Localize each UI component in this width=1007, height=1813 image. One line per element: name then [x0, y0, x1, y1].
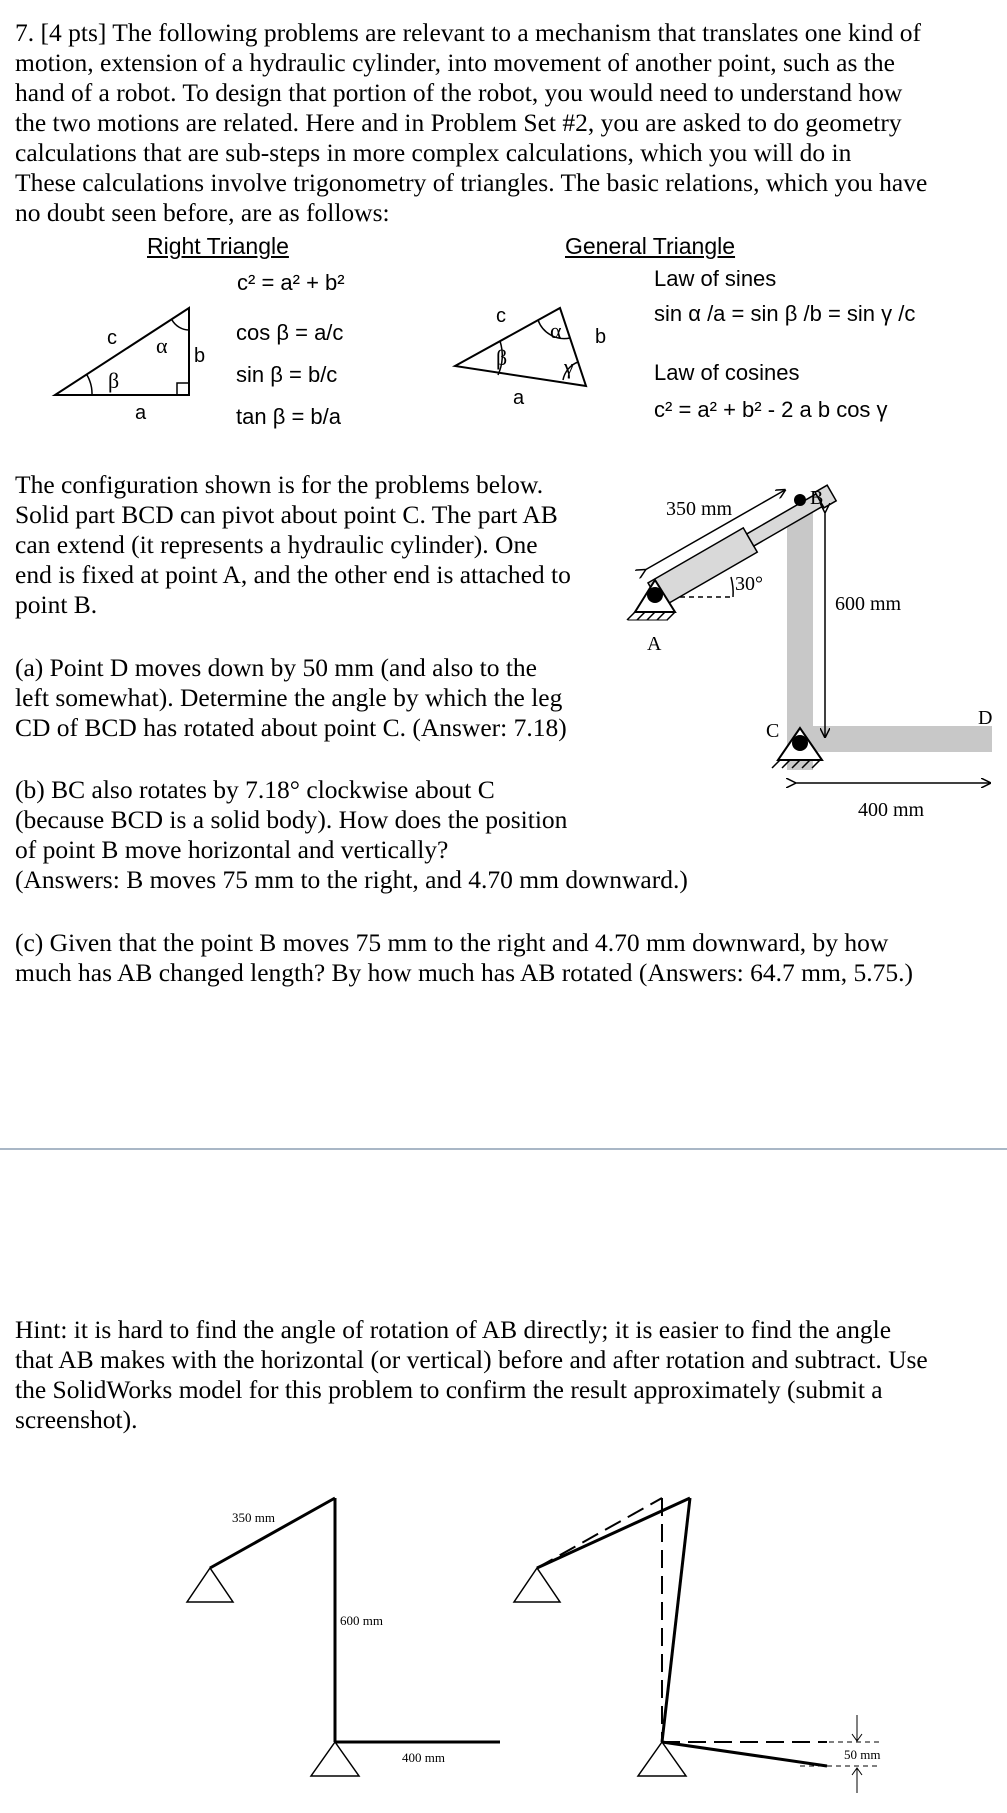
intro-line: motion, extension of a hydraulic cylinder, into movement of another point, such as the: [15, 48, 895, 77]
hint-line: Hint: it is hard to find the angle of rotation of AB directly; it is easier to find the angle: [15, 1315, 892, 1344]
tan-eq: tan β = b/a: [236, 404, 342, 429]
sketch-len-cd: 400 mm: [402, 1750, 445, 1765]
law-of-cosines-title: Law of cosines: [654, 360, 800, 385]
hint-line: the SolidWorks model for this problem to confirm the result approximately (submit a: [15, 1375, 883, 1404]
intro-paragraph: [15, 18, 927, 228]
part-b-line: (b) BC also rotates by 7.18° clockwise about C: [15, 775, 495, 804]
part-a-paragraph: [15, 653, 567, 743]
pivot-a: [647, 587, 663, 603]
law-of-sines-title: Law of sines: [654, 266, 777, 291]
hint-line: that AB makes with the horizontal (or vertical) before and after rotation and subtract. Use: [15, 1345, 928, 1374]
intro-line: no doubt seen before, are as follows:: [15, 198, 390, 227]
config-line: The configuration shown is for the problems below.: [15, 470, 544, 499]
label-c: C: [766, 720, 780, 742]
intro-line: 7. [4 pts] The following problems are relevant to a mechanism that translates one kind of: [15, 18, 921, 47]
right-label-b: b: [194, 345, 206, 367]
general-label-beta: β: [496, 345, 508, 370]
part-c-paragraph: [15, 928, 913, 988]
part-a-line: left somewhat). Determine the angle by which the leg: [15, 683, 563, 712]
label-b: B: [810, 487, 824, 509]
config-line: end is fixed at point A, and the other end is attached to: [15, 560, 571, 589]
mech-len-ab: 350 mm: [666, 498, 733, 520]
mech-len-bc: 600 mm: [835, 593, 902, 615]
config-line: can extend (it represents a hydraulic cylinder). One: [15, 530, 538, 559]
mech-angle: 30°: [735, 573, 763, 595]
intro-line: the two motions are related. Here and in Problem Set #2, you are asked to do geometry: [15, 108, 902, 137]
law-of-sines-eq: sin α /a = sin β /b = sin γ /c: [654, 301, 916, 326]
cos-eq: cos β = a/c: [236, 320, 344, 345]
general-label-alpha: α: [550, 318, 562, 343]
part-a-line: CD of BCD has rotated about point C. (Answer: 7.18): [15, 713, 567, 742]
sketch-drop: 50 mm: [844, 1747, 881, 1762]
config-line: Solid part BCD can pivot about point C. The part AB: [15, 500, 558, 529]
section-divider: [0, 1148, 1007, 1150]
pivot-c: [792, 735, 808, 751]
label-a: A: [647, 633, 662, 655]
config-paragraph: [15, 470, 571, 620]
general-label-c: c: [496, 305, 506, 327]
right-triangle-title: Right Triangle: [147, 233, 289, 259]
sin-eq: sin β = b/c: [236, 362, 338, 387]
right-label-a: a: [135, 402, 147, 424]
sketch-len-ab: 350 mm: [232, 1510, 275, 1525]
general-triangle-title: General Triangle: [565, 233, 736, 259]
config-line: point B.: [15, 590, 98, 619]
part-b-line: (Answers: B moves 75 mm to the right, and 4.70 mm downward.): [15, 865, 688, 894]
label-d: D: [978, 707, 993, 729]
right-label-c: c: [107, 327, 117, 349]
right-label-alpha: α: [156, 333, 168, 358]
general-label-b: b: [595, 326, 607, 348]
pythagoras-eq: c² = a² + b²: [237, 270, 345, 295]
part-c-line: much has AB changed length? By how much has AB rotated (Answers: 64.7 mm, 5.75.): [15, 958, 914, 987]
part-b-line: of point B move horizontal and vertically?: [15, 835, 449, 864]
part-b-paragraph: [15, 775, 688, 895]
rotation-sketches: [150, 1480, 910, 1813]
sketch-len-bc: 600 mm: [340, 1613, 383, 1628]
general-label-a: a: [513, 387, 525, 409]
right-label-beta: β: [108, 368, 120, 393]
right-triangle-figure: [50, 298, 220, 428]
law-of-cosines-eq: c² = a² + b² - 2 a b cos γ: [654, 397, 888, 422]
hint-paragraph: [15, 1315, 928, 1435]
leg-cd: [800, 726, 992, 752]
pivot-b: [794, 494, 806, 506]
sketch-rotated: [514, 1498, 880, 1793]
part-b-line: (because BCD is a solid body). How does the position: [15, 805, 568, 834]
intro-line: hand of a robot. To design that portion of the robot, you would need to understand how: [15, 78, 903, 107]
part-c-line: (c) Given that the point B moves 75 mm to the right and 4.70 mm downward, by how: [15, 928, 889, 957]
sketch-original: [187, 1498, 500, 1776]
part-a-line: (a) Point D moves down by 50 mm (and also to the: [15, 653, 537, 682]
mech-len-cd: 400 mm: [858, 799, 925, 821]
hint-line: screenshot).: [15, 1405, 138, 1434]
general-label-gamma: γ: [564, 354, 574, 379]
intro-line: These calculations involve trigonometry of triangles. The basic relations, which you have: [15, 168, 928, 197]
mechanism-diagram: [600, 470, 1007, 830]
general-triangle-figure: [450, 298, 620, 428]
intro-line: calculations that are sub-steps in more complex calculations, which you will do in: [15, 138, 852, 167]
